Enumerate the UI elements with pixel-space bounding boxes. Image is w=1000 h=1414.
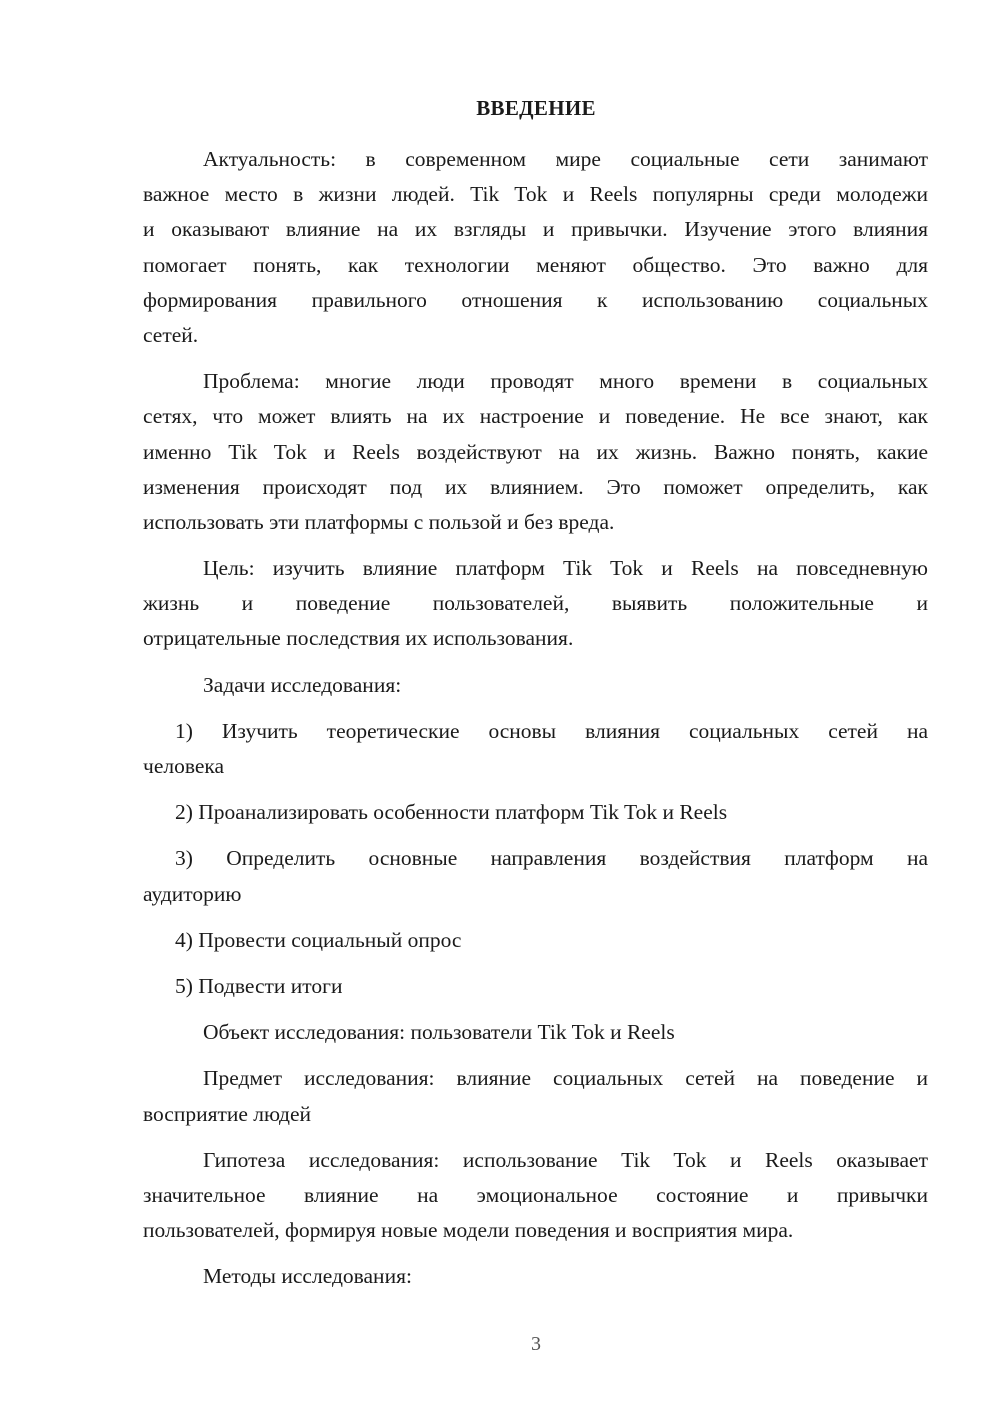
text-line: 4) Провести социальный опрос bbox=[175, 927, 462, 952]
text-line: отрицательные последствия их использования. bbox=[143, 626, 574, 651]
text-line: Проблема: многие люди проводят много времени в социальных bbox=[203, 369, 928, 394]
text-line: 2) Проанализировать особенности платформ Tik Tok и Reels bbox=[175, 800, 728, 825]
text-line: сетях, что может влиять на их настроение и поведение. Не все знают, как bbox=[143, 404, 928, 429]
text-line: именно Tik Tok и Reels воздействуют на их жизнь. Важно понять, какие bbox=[143, 439, 928, 464]
paragraph bbox=[143, 551, 928, 657]
task-list-item bbox=[143, 714, 928, 784]
page-number: 3 bbox=[531, 1333, 541, 1355]
text-line: человека bbox=[143, 754, 225, 778]
text-line: Актуальность: в современном мире социальные сети занимают bbox=[203, 147, 928, 171]
paragraph bbox=[143, 1143, 928, 1249]
paragraph bbox=[143, 142, 928, 353]
paragraph bbox=[143, 1259, 928, 1294]
text-line: жизнь и поведение пользователей, выявить положительные и bbox=[143, 591, 928, 616]
text-line: 3) Определить основные направления воздействия платформ на bbox=[175, 846, 928, 871]
task-list-item bbox=[143, 795, 928, 830]
text-line: формирования правильного отношения к использованию социальных bbox=[143, 287, 928, 312]
paragraph bbox=[143, 1015, 928, 1050]
document-body bbox=[143, 142, 928, 1294]
text-line: Объект исследования: пользователи Tik Tok и Reels bbox=[203, 1020, 675, 1045]
text-line: изменения происходят под их влиянием. Это поможет определить, как bbox=[143, 474, 928, 499]
task-list-item bbox=[143, 923, 928, 958]
text-line: Предмет исследования: влияние социальных сетей на поведение и bbox=[203, 1066, 928, 1091]
text-line: Цель: изучить влияние платформ Tik Tok и Reels на повседневную bbox=[203, 556, 928, 581]
paragraph bbox=[143, 364, 928, 540]
text-line: сетей. bbox=[143, 322, 199, 347]
text-line: восприятие людей bbox=[143, 1101, 311, 1126]
task-list-item bbox=[143, 969, 928, 1004]
text-line: Гипотеза исследования: использование Tik Tok и Reels оказывает bbox=[203, 1147, 928, 1172]
text-line: и оказывают влияние на их взгляды и привычки. Изучение этого влияния bbox=[143, 217, 928, 242]
page-title: ВВЕДЕНИЕ bbox=[476, 96, 596, 120]
text-line: использовать эти платформы с пользой и без вреда. bbox=[143, 509, 615, 534]
text-line: значительное влияние на эмоциональное состояние и привычки bbox=[143, 1182, 928, 1207]
text-line: Методы исследования: bbox=[203, 1264, 412, 1289]
text-line: 5) Подвести итоги bbox=[175, 973, 343, 998]
task-list-item bbox=[143, 841, 928, 911]
paragraph bbox=[143, 1061, 928, 1131]
text-line: важное место в жизни людей. Tik Tok и Reels популярны среди молодежи bbox=[143, 182, 928, 207]
text-line: пользователей, формируя новые модели поведения и восприятия мира. bbox=[143, 1218, 794, 1243]
paragraph bbox=[143, 668, 928, 703]
text-line: 1) Изучить теоретические основы влияния социальных сетей на bbox=[175, 718, 928, 743]
text-line: Задачи исследования: bbox=[203, 672, 402, 697]
text-line: аудиторию bbox=[143, 881, 242, 906]
text-line: помогает понять, как технологии меняют общество. Это важно для bbox=[143, 252, 928, 277]
